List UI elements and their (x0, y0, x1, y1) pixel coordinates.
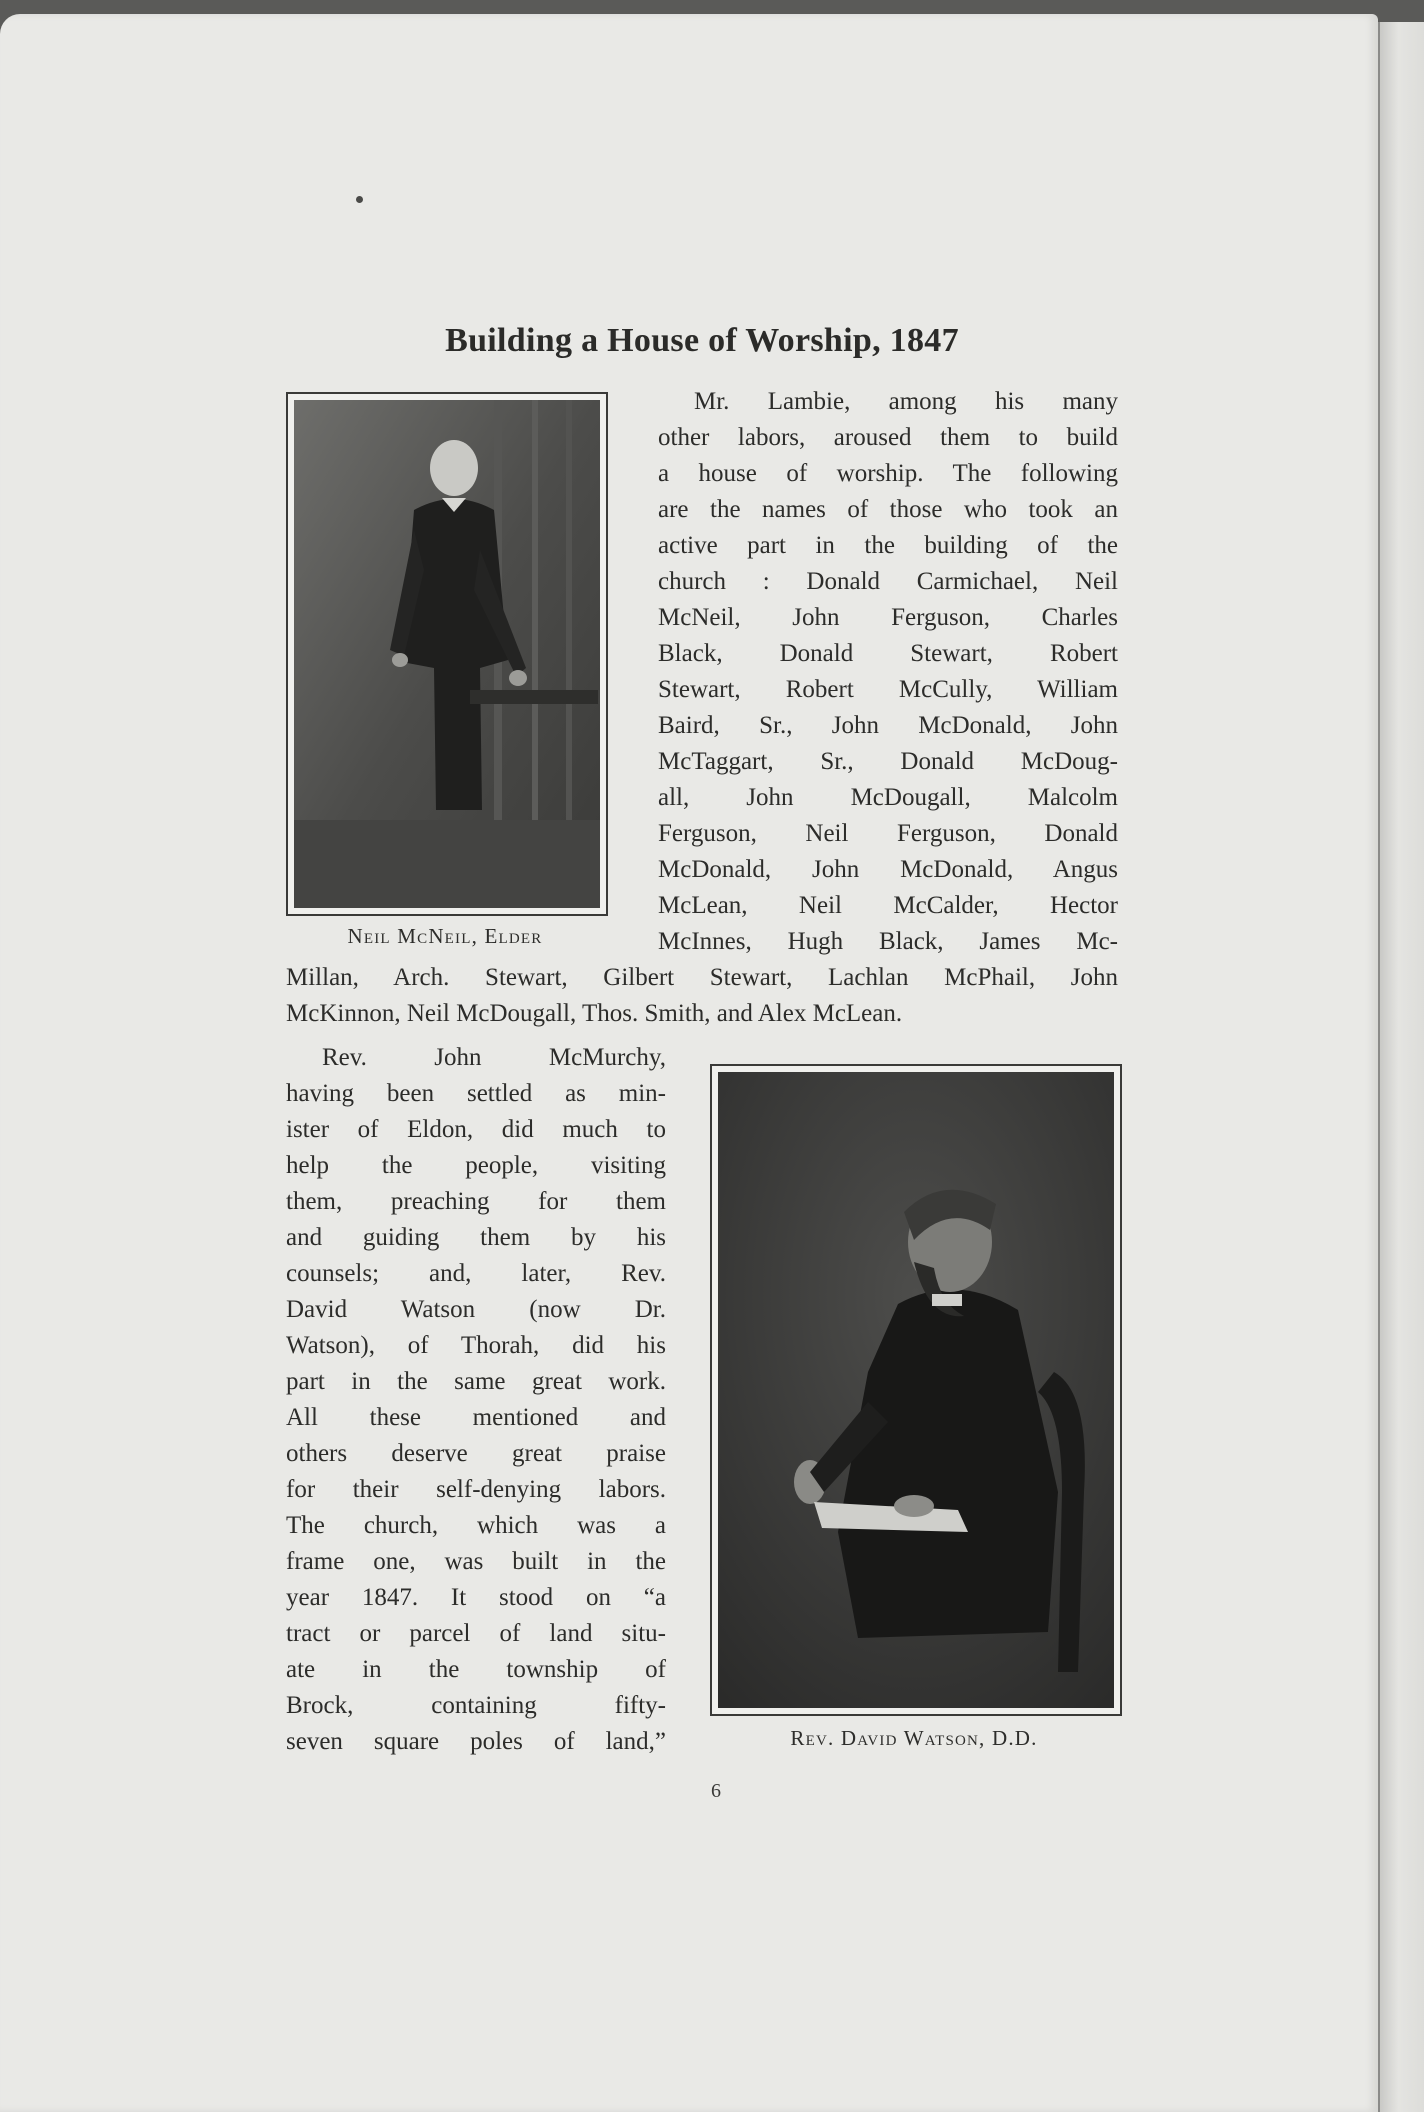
text-line: help the people, visiting (286, 1152, 666, 1179)
photo-david-watson (710, 1064, 1122, 1716)
text-line: active part in the building of the (658, 532, 1118, 559)
text-line: seven square poles of land,” (286, 1728, 666, 1755)
text-line: frame one, was built in the (286, 1548, 666, 1575)
text-line: are the names of those who took an (658, 496, 1118, 523)
text-line: McTaggart, Sr., Donald McDoug- (658, 748, 1118, 775)
text-line: other labors, aroused them to build (658, 424, 1118, 451)
text-line: McDonald, John McDonald, Angus (658, 856, 1118, 883)
text-line: Black, Donald Stewart, Robert (658, 640, 1118, 667)
text-line: tract or parcel of land situ- (286, 1620, 666, 1647)
text-line: part in the same great work. (286, 1368, 666, 1395)
text-line: Millan, Arch. Stewart, Gilbert Stewart, Lachlan McPhail, John (286, 964, 1118, 991)
text-line: McLean, Neil McCalder, Hector (658, 892, 1118, 919)
page-title: Building a House of Worship, 1847 (445, 322, 959, 359)
text-line: Ferguson, Neil Ferguson, Donald (658, 820, 1118, 847)
text-line: The church, which was a (286, 1512, 666, 1539)
text-line: Mr. Lambie, among his many (694, 388, 1118, 415)
text-line: McKinnon, Neil McDougall, Thos. Smith, and Alex McLean. (286, 1000, 903, 1027)
text-line: for their self-denying labors. (286, 1476, 666, 1503)
text-line: David Watson (now Dr. (286, 1296, 666, 1323)
text-line: all, John McDougall, Malcolm (658, 784, 1118, 811)
text-line: McInnes, Hugh Black, James Mc- (658, 928, 1118, 955)
page-number: 6 (711, 1780, 721, 1802)
photo-neil-mcneil-caption: Neil McNeil, Elder (347, 924, 543, 948)
photo-neil-mcneil (286, 392, 608, 916)
print-speck (356, 196, 363, 203)
text-line: having been settled as min- (286, 1080, 666, 1107)
text-line: others deserve great praise (286, 1440, 666, 1467)
text-line: Rev. John McMurchy, (322, 1044, 666, 1071)
text-line: and guiding them by his (286, 1224, 666, 1251)
text-line: ister of Eldon, did much to (286, 1116, 666, 1143)
text-line: All these mentioned and (286, 1404, 666, 1431)
text-line: Baird, Sr., John McDonald, John (658, 712, 1118, 739)
photo-neil-mcneil-image (294, 400, 600, 908)
text-line: counsels; and, later, Rev. (286, 1260, 666, 1287)
text-line: Stewart, Robert McCully, William (658, 676, 1118, 703)
paragraph-builders-continued (286, 960, 1118, 1032)
paragraph-builders-column (658, 384, 1118, 960)
text-line: a house of worship. The following (658, 460, 1118, 487)
text-line: them, preaching for them (286, 1188, 666, 1215)
paragraph-ministers-column (286, 1040, 666, 1760)
text-line: Brock, containing fifty- (286, 1692, 666, 1719)
text-line: McNeil, John Ferguson, Charles (658, 604, 1118, 631)
photo-david-watson-caption: Rev. David Watson, D.D. (790, 1726, 1038, 1750)
photo-david-watson-image (718, 1072, 1114, 1708)
text-line: Watson), of Thorah, did his (286, 1332, 666, 1359)
text-line: ate in the township of (286, 1656, 666, 1683)
text-line: church : Donald Carmichael, Neil (658, 568, 1118, 595)
text-line: year 1847. It stood on “a (286, 1584, 666, 1611)
